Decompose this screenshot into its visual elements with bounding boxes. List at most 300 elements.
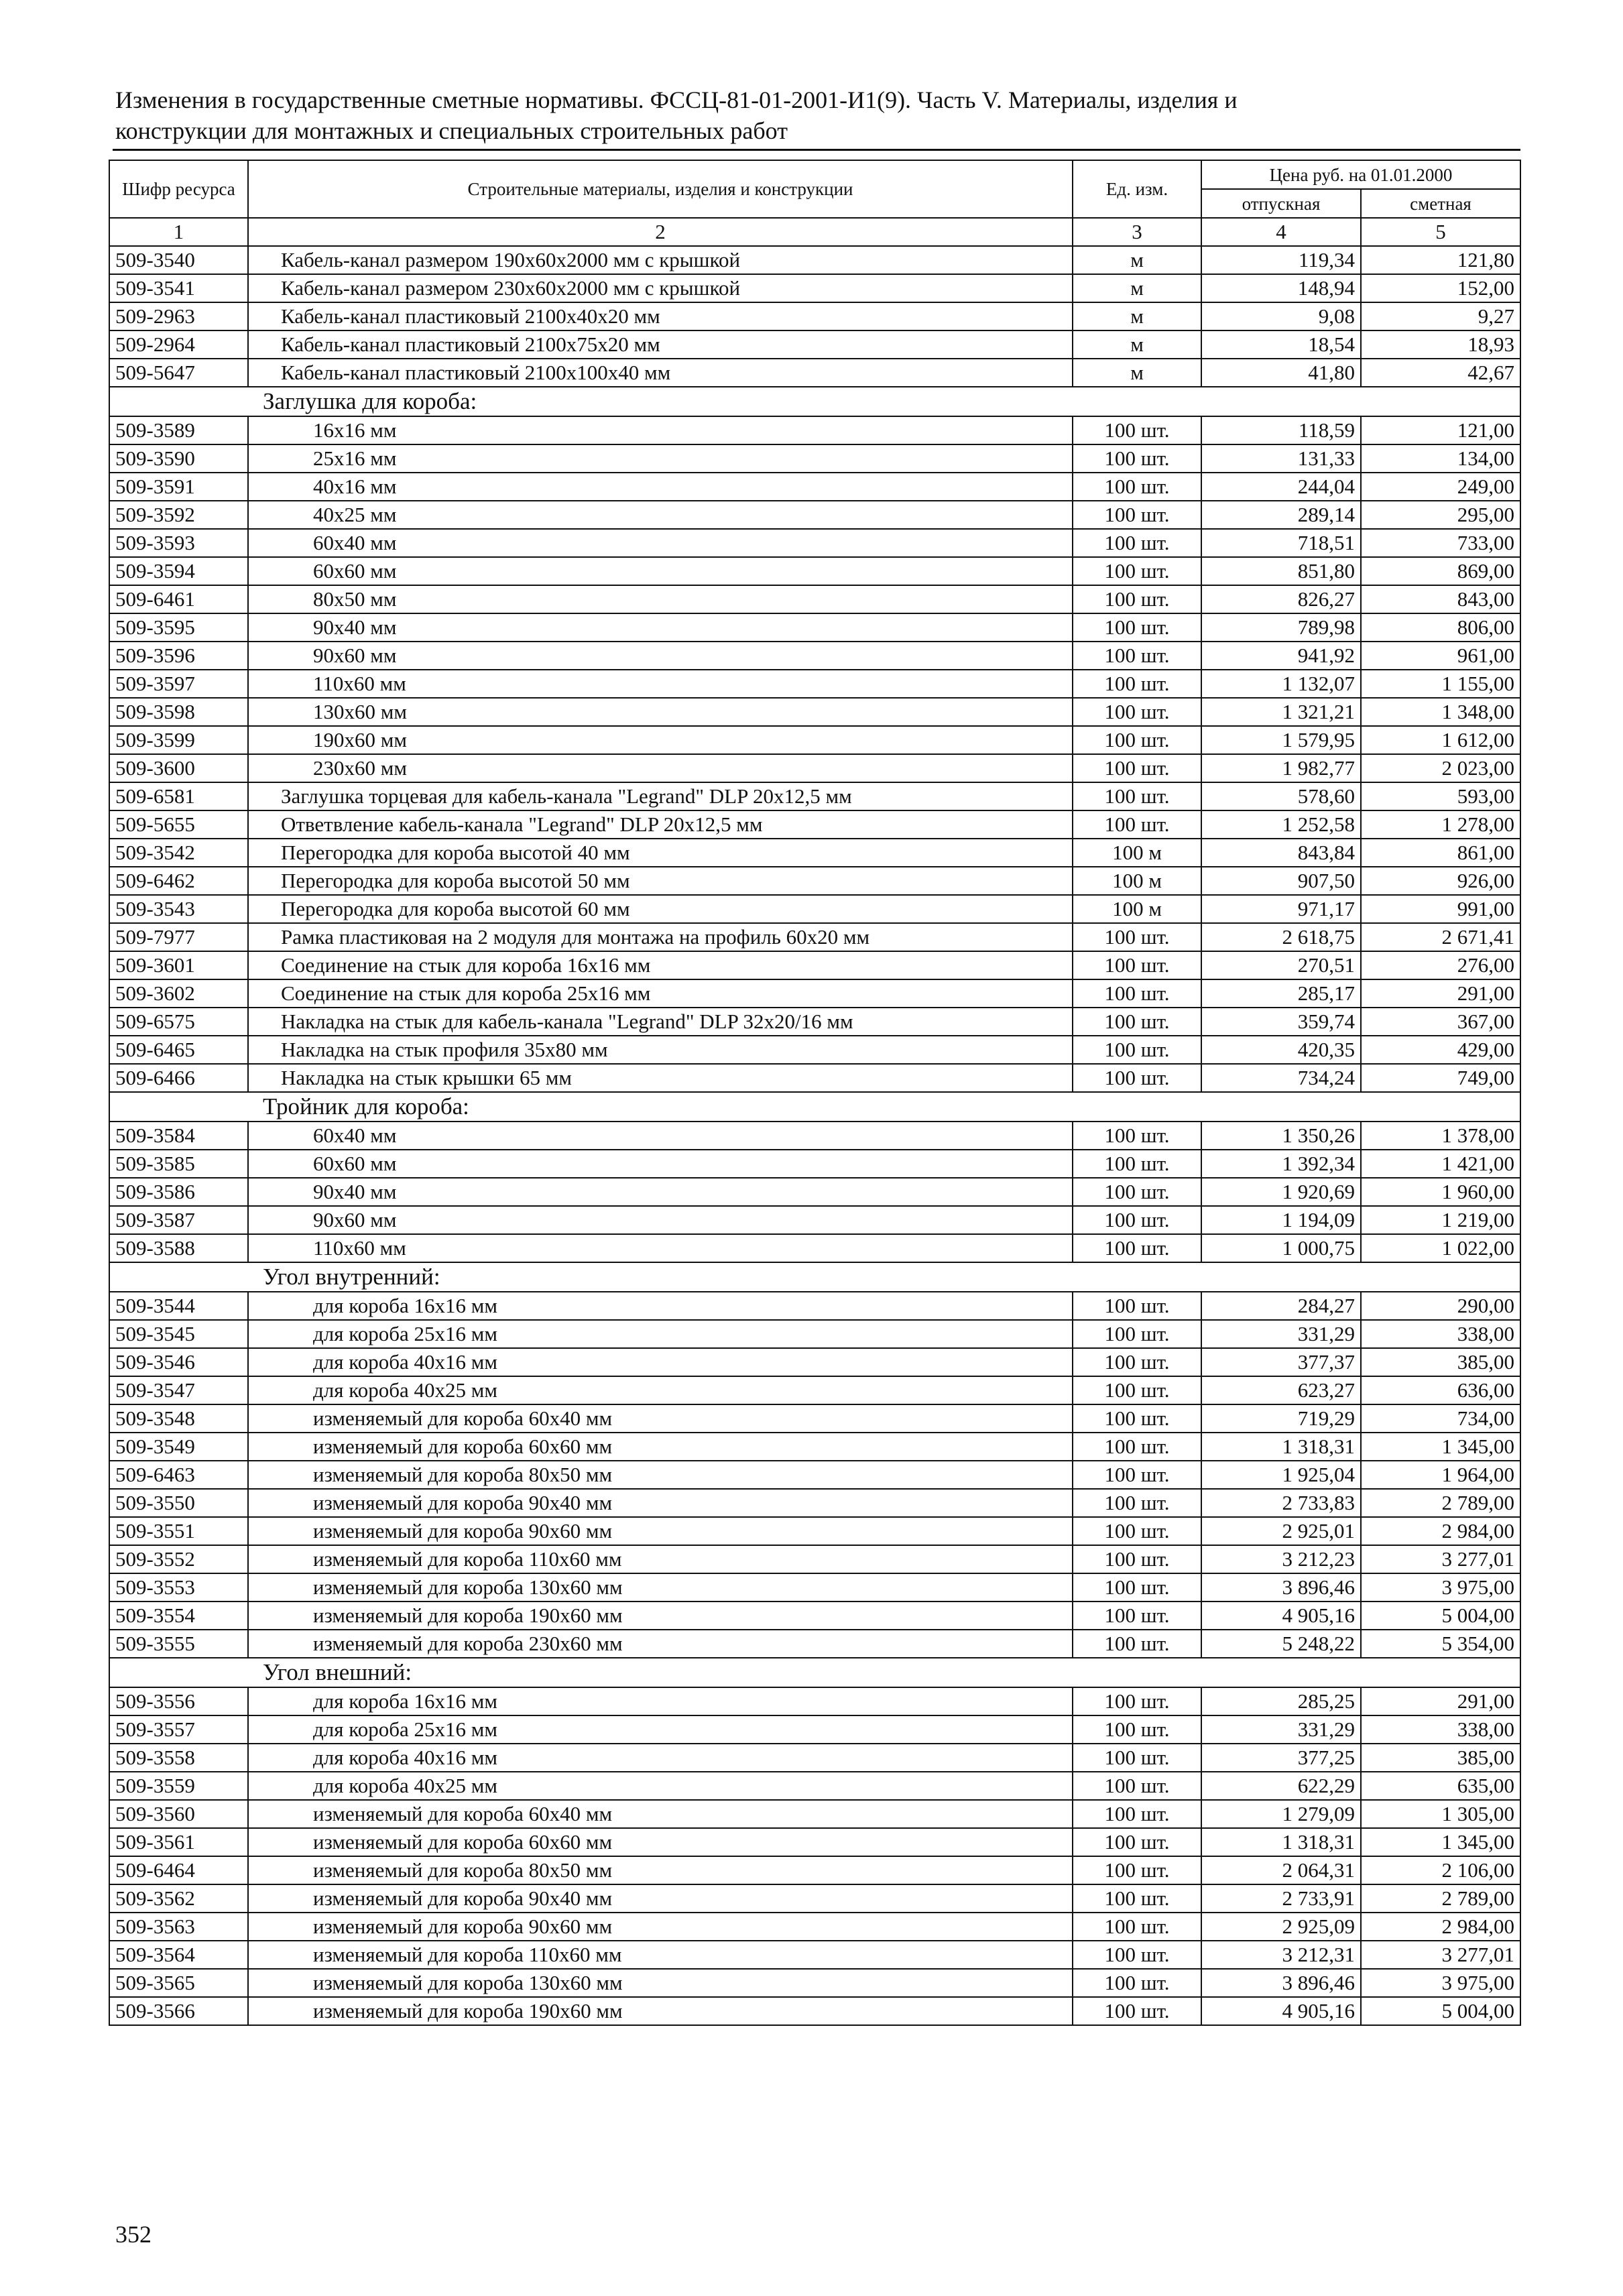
unit-of-measure: 100 шт. xyxy=(1073,1122,1201,1150)
unit-of-measure: 100 шт. xyxy=(1073,1800,1201,1828)
estimate-price: 291,00 xyxy=(1361,979,1520,1008)
materials-price-table xyxy=(109,160,1521,2026)
release-price: 1 920,69 xyxy=(1201,1178,1361,1206)
table-row xyxy=(109,782,1520,810)
table-row xyxy=(109,1206,1520,1234)
release-price: 1 318,31 xyxy=(1201,1433,1361,1461)
unit-of-measure: 100 шт. xyxy=(1073,613,1201,642)
resource-code: 509-6465 xyxy=(109,1036,248,1064)
release-price: 1 000,75 xyxy=(1201,1234,1361,1262)
release-price: 118,59 xyxy=(1201,416,1361,444)
resource-code: 509-6462 xyxy=(109,867,248,895)
release-price: 119,34 xyxy=(1201,246,1361,274)
resource-code: 509-3598 xyxy=(109,698,248,726)
resource-code: 509-3560 xyxy=(109,1800,248,1828)
table-row xyxy=(109,1404,1520,1433)
resource-code: 509-6461 xyxy=(109,585,248,613)
estimate-price: 9,27 xyxy=(1361,302,1520,330)
estimate-price: 1 345,00 xyxy=(1361,1433,1520,1461)
resource-code: 509-3555 xyxy=(109,1630,248,1658)
table-row xyxy=(109,1489,1520,1517)
release-price: 131,33 xyxy=(1201,444,1361,473)
release-price: 851,80 xyxy=(1201,557,1361,585)
material-name: 110х60 мм xyxy=(248,670,1073,698)
table-row xyxy=(109,1941,1520,1969)
table-body xyxy=(109,246,1520,2025)
resource-code: 509-3543 xyxy=(109,895,248,923)
resource-code: 509-3594 xyxy=(109,557,248,585)
estimate-price: 991,00 xyxy=(1361,895,1520,923)
table-row xyxy=(109,501,1520,529)
estimate-price: 134,00 xyxy=(1361,444,1520,473)
unit-of-measure: 100 шт. xyxy=(1073,698,1201,726)
material-name: Ответвление кабель-канала "Legrand" DLP 20х12,5 мм xyxy=(248,810,1073,839)
estimate-price: 843,00 xyxy=(1361,585,1520,613)
material-name: Заглушка торцевая для кабель-канала "Legrand" DLP 20х12,5 мм xyxy=(248,782,1073,810)
estimate-price: 1 219,00 xyxy=(1361,1206,1520,1234)
material-name: для короба 25х16 мм xyxy=(248,1320,1073,1348)
release-price: 578,60 xyxy=(1201,782,1361,810)
material-name: изменяемый для короба 80х50 мм xyxy=(248,1461,1073,1489)
resource-code: 509-3584 xyxy=(109,1122,248,1150)
unit-of-measure: 100 шт. xyxy=(1073,1234,1201,1262)
col-number-5: 5 xyxy=(1361,218,1520,246)
estimate-price: 249,00 xyxy=(1361,473,1520,501)
resource-code: 509-3557 xyxy=(109,1715,248,1744)
resource-code: 509-3600 xyxy=(109,754,248,782)
release-price: 377,25 xyxy=(1201,1744,1361,1772)
resource-code: 509-2964 xyxy=(109,330,248,359)
material-name: изменяемый для короба 190х60 мм xyxy=(248,1997,1073,2025)
resource-code: 509-3563 xyxy=(109,1913,248,1941)
material-name: для короба 40х25 мм xyxy=(248,1376,1073,1404)
estimate-price: 1 278,00 xyxy=(1361,810,1520,839)
release-price: 1 392,34 xyxy=(1201,1150,1361,1178)
resource-code: 509-3590 xyxy=(109,444,248,473)
estimate-price: 338,00 xyxy=(1361,1715,1520,1744)
estimate-price: 3 975,00 xyxy=(1361,1573,1520,1602)
unit-of-measure: м xyxy=(1073,359,1201,387)
resource-code: 509-3553 xyxy=(109,1573,248,1602)
estimate-price: 3 277,01 xyxy=(1361,1941,1520,1969)
unit-of-measure: 100 шт. xyxy=(1073,1997,1201,2025)
estimate-price: 636,00 xyxy=(1361,1376,1520,1404)
estimate-price: 152,00 xyxy=(1361,274,1520,302)
material-name: для короба 40х25 мм xyxy=(248,1772,1073,1800)
material-name: изменяемый для короба 110х60 мм xyxy=(248,1941,1073,1969)
material-name: Кабель-канал пластиковый 2100х75х20 мм xyxy=(248,330,1073,359)
estimate-price: 367,00 xyxy=(1361,1008,1520,1036)
unit-of-measure: 100 м xyxy=(1073,895,1201,923)
release-price: 41,80 xyxy=(1201,359,1361,387)
unit-of-measure: 100 м xyxy=(1073,839,1201,867)
page-number: 352 xyxy=(115,2221,152,2248)
estimate-price: 1 155,00 xyxy=(1361,670,1520,698)
material-name: для короба 25х16 мм xyxy=(248,1715,1073,1744)
unit-of-measure: 100 шт. xyxy=(1073,810,1201,839)
estimate-price: 1 348,00 xyxy=(1361,698,1520,726)
unit-of-measure: 100 шт. xyxy=(1073,1772,1201,1800)
resource-code: 509-3597 xyxy=(109,670,248,698)
unit-of-measure: 100 шт. xyxy=(1073,1573,1201,1602)
group-label: Заглушка для короба: xyxy=(109,387,1520,416)
unit-of-measure: 100 шт. xyxy=(1073,951,1201,979)
resource-code: 509-3550 xyxy=(109,1489,248,1517)
release-price: 789,98 xyxy=(1201,613,1361,642)
resource-code: 509-7977 xyxy=(109,923,248,951)
resource-code: 509-3591 xyxy=(109,473,248,501)
estimate-price: 861,00 xyxy=(1361,839,1520,867)
release-price: 1 982,77 xyxy=(1201,754,1361,782)
release-price: 718,51 xyxy=(1201,529,1361,557)
resource-code: 509-3540 xyxy=(109,246,248,274)
table-row xyxy=(109,698,1520,726)
table-row xyxy=(109,1545,1520,1573)
release-price: 2 618,75 xyxy=(1201,923,1361,951)
resource-code: 509-3559 xyxy=(109,1772,248,1800)
material-name: Кабель-канал пластиковый 2100х100х40 мм xyxy=(248,359,1073,387)
resource-code: 509-6581 xyxy=(109,782,248,810)
release-price: 284,27 xyxy=(1201,1292,1361,1320)
release-price: 359,74 xyxy=(1201,1008,1361,1036)
table-row xyxy=(109,1828,1520,1856)
resource-code: 509-6464 xyxy=(109,1856,248,1884)
material-name: 25х16 мм xyxy=(248,444,1073,473)
table-row xyxy=(109,1772,1520,1800)
table-head xyxy=(109,160,1520,246)
estimate-price: 5 004,00 xyxy=(1361,1997,1520,2025)
unit-of-measure: 100 шт. xyxy=(1073,1856,1201,1884)
header-row-1 xyxy=(109,160,1520,189)
table-row xyxy=(109,726,1520,754)
material-name: для короба 16х16 мм xyxy=(248,1292,1073,1320)
material-name: для короба 40х16 мм xyxy=(248,1744,1073,1772)
table-row xyxy=(109,1715,1520,1744)
table-row xyxy=(109,613,1520,642)
material-name: изменяемый для короба 60х40 мм xyxy=(248,1404,1073,1433)
table-row xyxy=(109,1744,1520,1772)
table-row xyxy=(109,1573,1520,1602)
unit-of-measure: 100 шт. xyxy=(1073,1602,1201,1630)
table-row xyxy=(109,1433,1520,1461)
resource-code: 509-3547 xyxy=(109,1376,248,1404)
unit-of-measure: 100 шт. xyxy=(1073,1036,1201,1064)
estimate-price: 593,00 xyxy=(1361,782,1520,810)
table-row xyxy=(109,1122,1520,1150)
resource-code: 509-3566 xyxy=(109,1997,248,2025)
col-header-price-group: Цена руб. на 01.01.2000 xyxy=(1201,160,1520,189)
material-name: изменяемый для короба 60х40 мм xyxy=(248,1800,1073,1828)
resource-code: 509-3565 xyxy=(109,1969,248,1997)
material-name: Кабель-канал пластиковый 2100х40х20 мм xyxy=(248,302,1073,330)
header-line-1: Изменения в государственные сметные нормативы. ФССЦ-81-01-2001-И1(9). Часть V. Материалы, изделия и xyxy=(115,86,1238,113)
estimate-price: 926,00 xyxy=(1361,867,1520,895)
material-name: 90х40 мм xyxy=(248,613,1073,642)
estimate-price: 3 975,00 xyxy=(1361,1969,1520,1997)
table-row xyxy=(109,1602,1520,1630)
page-header xyxy=(115,84,1516,146)
table-row xyxy=(109,246,1520,274)
resource-code: 509-3549 xyxy=(109,1433,248,1461)
material-name: изменяемый для короба 90х40 мм xyxy=(248,1489,1073,1517)
release-price: 4 905,16 xyxy=(1201,1602,1361,1630)
estimate-price: 2 984,00 xyxy=(1361,1913,1520,1941)
table-row xyxy=(109,1687,1520,1715)
estimate-price: 5 004,00 xyxy=(1361,1602,1520,1630)
unit-of-measure: 100 шт. xyxy=(1073,670,1201,698)
group-header-row xyxy=(109,1658,1520,1687)
group-header-row xyxy=(109,1262,1520,1292)
col-number-2: 2 xyxy=(248,218,1073,246)
release-price: 2 925,01 xyxy=(1201,1517,1361,1545)
table-row xyxy=(109,810,1520,839)
table-row xyxy=(109,1234,1520,1262)
material-name: Накладка на стык крышки 65 мм xyxy=(248,1064,1073,1092)
material-name: изменяемый для короба 90х60 мм xyxy=(248,1517,1073,1545)
estimate-price: 2 789,00 xyxy=(1361,1884,1520,1913)
release-price: 9,08 xyxy=(1201,302,1361,330)
estimate-price: 429,00 xyxy=(1361,1036,1520,1064)
material-name: Перегородка для короба высотой 40 мм xyxy=(248,839,1073,867)
release-price: 2 064,31 xyxy=(1201,1856,1361,1884)
unit-of-measure: 100 шт. xyxy=(1073,1206,1201,1234)
header-rule xyxy=(113,149,1520,151)
release-price: 148,94 xyxy=(1201,274,1361,302)
header-line-2: конструкции для монтажных и специальных строительных работ xyxy=(115,117,788,144)
estimate-price: 1 421,00 xyxy=(1361,1150,1520,1178)
resource-code: 509-3546 xyxy=(109,1348,248,1376)
unit-of-measure: 100 шт. xyxy=(1073,1630,1201,1658)
material-name: Кабель-канал размером 190х60х2000 мм с крышкой xyxy=(248,246,1073,274)
material-name: Перегородка для короба высотой 50 мм xyxy=(248,867,1073,895)
estimate-price: 2 023,00 xyxy=(1361,754,1520,782)
material-name: 130х60 мм xyxy=(248,698,1073,726)
material-name: изменяемый для короба 110х60 мм xyxy=(248,1545,1073,1573)
table-row xyxy=(109,1517,1520,1545)
table-row xyxy=(109,1376,1520,1404)
table-row xyxy=(109,670,1520,698)
table-row xyxy=(109,1292,1520,1320)
material-name: изменяемый для короба 130х60 мм xyxy=(248,1969,1073,1997)
release-price: 843,84 xyxy=(1201,839,1361,867)
resource-code: 509-3602 xyxy=(109,979,248,1008)
unit-of-measure: 100 шт. xyxy=(1073,979,1201,1008)
table-row xyxy=(109,473,1520,501)
material-name: Соединение на стык для короба 16х16 мм xyxy=(248,951,1073,979)
estimate-price: 5 354,00 xyxy=(1361,1630,1520,1658)
column-number-row xyxy=(109,218,1520,246)
resource-code: 509-3541 xyxy=(109,274,248,302)
resource-code: 509-3548 xyxy=(109,1404,248,1433)
table-row xyxy=(109,867,1520,895)
resource-code: 509-5647 xyxy=(109,359,248,387)
resource-code: 509-3562 xyxy=(109,1884,248,1913)
group-header-row xyxy=(109,387,1520,416)
table-row xyxy=(109,330,1520,359)
table-row xyxy=(109,1969,1520,1997)
unit-of-measure: 100 шт. xyxy=(1073,1178,1201,1206)
estimate-price: 290,00 xyxy=(1361,1292,1520,1320)
resource-code: 509-3544 xyxy=(109,1292,248,1320)
resource-code: 509-3592 xyxy=(109,501,248,529)
material-name: 60х60 мм xyxy=(248,557,1073,585)
material-name: Перегородка для короба высотой 60 мм xyxy=(248,895,1073,923)
material-name: 110х60 мм xyxy=(248,1234,1073,1262)
release-price: 3 212,23 xyxy=(1201,1545,1361,1573)
unit-of-measure: 100 шт. xyxy=(1073,1969,1201,1997)
unit-of-measure: 100 шт. xyxy=(1073,1064,1201,1092)
estimate-price: 1 305,00 xyxy=(1361,1800,1520,1828)
release-price: 2 733,83 xyxy=(1201,1489,1361,1517)
table-row xyxy=(109,1461,1520,1489)
estimate-price: 1 960,00 xyxy=(1361,1178,1520,1206)
col-number-3: 3 xyxy=(1073,218,1201,246)
unit-of-measure: 100 шт. xyxy=(1073,754,1201,782)
material-name: 60х60 мм xyxy=(248,1150,1073,1178)
table-row xyxy=(109,416,1520,444)
group-label: Угол внутренний: xyxy=(109,1262,1520,1292)
resource-code: 509-3554 xyxy=(109,1602,248,1630)
table-row xyxy=(109,1178,1520,1206)
unit-of-measure: 100 шт. xyxy=(1073,501,1201,529)
release-price: 826,27 xyxy=(1201,585,1361,613)
estimate-price: 385,00 xyxy=(1361,1348,1520,1376)
estimate-price: 1 022,00 xyxy=(1361,1234,1520,1262)
col-number-1: 1 xyxy=(109,218,248,246)
material-name: Соединение на стык для короба 25х16 мм xyxy=(248,979,1073,1008)
resource-code: 509-3564 xyxy=(109,1941,248,1969)
table-row xyxy=(109,585,1520,613)
unit-of-measure: 100 шт. xyxy=(1073,1545,1201,1573)
estimate-price: 635,00 xyxy=(1361,1772,1520,1800)
table-row xyxy=(109,359,1520,387)
resource-code: 509-3589 xyxy=(109,416,248,444)
material-name: 60х40 мм xyxy=(248,1122,1073,1150)
material-name: Кабель-канал размером 230х60х2000 мм с крышкой xyxy=(248,274,1073,302)
unit-of-measure: 100 шт. xyxy=(1073,473,1201,501)
material-name: 90х60 мм xyxy=(248,1206,1073,1234)
release-price: 289,14 xyxy=(1201,501,1361,529)
table-row xyxy=(109,557,1520,585)
resource-code: 509-3552 xyxy=(109,1545,248,1573)
unit-of-measure: 100 шт. xyxy=(1073,1433,1201,1461)
material-name: изменяемый для короба 60х60 мм xyxy=(248,1828,1073,1856)
resource-code: 509-3542 xyxy=(109,839,248,867)
unit-of-measure: 100 шт. xyxy=(1073,923,1201,951)
unit-of-measure: 100 шт. xyxy=(1073,1744,1201,1772)
material-name: изменяемый для короба 80х50 мм xyxy=(248,1856,1073,1884)
unit-of-measure: 100 шт. xyxy=(1073,416,1201,444)
estimate-price: 869,00 xyxy=(1361,557,1520,585)
release-price: 623,27 xyxy=(1201,1376,1361,1404)
unit-of-measure: 100 шт. xyxy=(1073,1376,1201,1404)
table-row xyxy=(109,1320,1520,1348)
resource-code: 509-3545 xyxy=(109,1320,248,1348)
resource-code: 509-3588 xyxy=(109,1234,248,1262)
unit-of-measure: 100 шт. xyxy=(1073,1320,1201,1348)
release-price: 4 905,16 xyxy=(1201,1997,1361,2025)
unit-of-measure: 100 шт. xyxy=(1073,1913,1201,1941)
resource-code: 509-3551 xyxy=(109,1517,248,1545)
estimate-price: 291,00 xyxy=(1361,1687,1520,1715)
release-price: 1 579,95 xyxy=(1201,726,1361,754)
unit-of-measure: 100 шт. xyxy=(1073,1715,1201,1744)
resource-code: 509-3601 xyxy=(109,951,248,979)
release-price: 377,37 xyxy=(1201,1348,1361,1376)
group-label: Угол внешний: xyxy=(109,1658,1520,1687)
unit-of-measure: м xyxy=(1073,274,1201,302)
table-row xyxy=(109,1036,1520,1064)
material-name: для короба 40х16 мм xyxy=(248,1348,1073,1376)
col-header-code: Шифр ресурса xyxy=(109,160,248,218)
estimate-price: 3 277,01 xyxy=(1361,1545,1520,1573)
unit-of-measure: 100 шт. xyxy=(1073,529,1201,557)
unit-of-measure: 100 шт. xyxy=(1073,1348,1201,1376)
estimate-price: 1 378,00 xyxy=(1361,1122,1520,1150)
estimate-price: 2 789,00 xyxy=(1361,1489,1520,1517)
resource-code: 509-3586 xyxy=(109,1178,248,1206)
release-price: 420,35 xyxy=(1201,1036,1361,1064)
unit-of-measure: 100 шт. xyxy=(1073,1404,1201,1433)
material-name: 60х40 мм xyxy=(248,529,1073,557)
resource-code: 509-2963 xyxy=(109,302,248,330)
estimate-price: 1 612,00 xyxy=(1361,726,1520,754)
table-row xyxy=(109,444,1520,473)
unit-of-measure: м xyxy=(1073,330,1201,359)
table-row xyxy=(109,1064,1520,1092)
estimate-price: 18,93 xyxy=(1361,330,1520,359)
material-name: 90х40 мм xyxy=(248,1178,1073,1206)
release-price: 1 321,21 xyxy=(1201,698,1361,726)
estimate-price: 385,00 xyxy=(1361,1744,1520,1772)
release-price: 2 733,91 xyxy=(1201,1884,1361,1913)
unit-of-measure: 100 шт. xyxy=(1073,1687,1201,1715)
unit-of-measure: 100 шт. xyxy=(1073,1828,1201,1856)
unit-of-measure: м xyxy=(1073,246,1201,274)
col-header-unit: Ед. изм. xyxy=(1073,160,1201,218)
unit-of-measure: 100 шт. xyxy=(1073,1008,1201,1036)
table-row xyxy=(109,1856,1520,1884)
release-price: 1 350,26 xyxy=(1201,1122,1361,1150)
material-name: 90х60 мм xyxy=(248,642,1073,670)
unit-of-measure: 100 шт. xyxy=(1073,1517,1201,1545)
release-price: 331,29 xyxy=(1201,1320,1361,1348)
release-price: 734,24 xyxy=(1201,1064,1361,1092)
release-price: 1 925,04 xyxy=(1201,1461,1361,1489)
unit-of-measure: 100 шт. xyxy=(1073,726,1201,754)
table-row xyxy=(109,1884,1520,1913)
release-price: 270,51 xyxy=(1201,951,1361,979)
estimate-price: 749,00 xyxy=(1361,1064,1520,1092)
release-price: 1 318,31 xyxy=(1201,1828,1361,1856)
release-price: 971,17 xyxy=(1201,895,1361,923)
estimate-price: 734,00 xyxy=(1361,1404,1520,1433)
unit-of-measure: 100 шт. xyxy=(1073,1941,1201,1969)
resource-code: 509-6575 xyxy=(109,1008,248,1036)
material-name: изменяемый для короба 190х60 мм xyxy=(248,1602,1073,1630)
estimate-price: 733,00 xyxy=(1361,529,1520,557)
table-row xyxy=(109,754,1520,782)
resource-code: 509-3596 xyxy=(109,642,248,670)
release-price: 1 279,09 xyxy=(1201,1800,1361,1828)
table-row xyxy=(109,1630,1520,1658)
resource-code: 509-5655 xyxy=(109,810,248,839)
release-price: 941,92 xyxy=(1201,642,1361,670)
col-header-name: Строительные материалы, изделия и конструкции xyxy=(248,160,1073,218)
group-header-row xyxy=(109,1092,1520,1122)
table-row xyxy=(109,642,1520,670)
unit-of-measure: 100 шт. xyxy=(1073,444,1201,473)
